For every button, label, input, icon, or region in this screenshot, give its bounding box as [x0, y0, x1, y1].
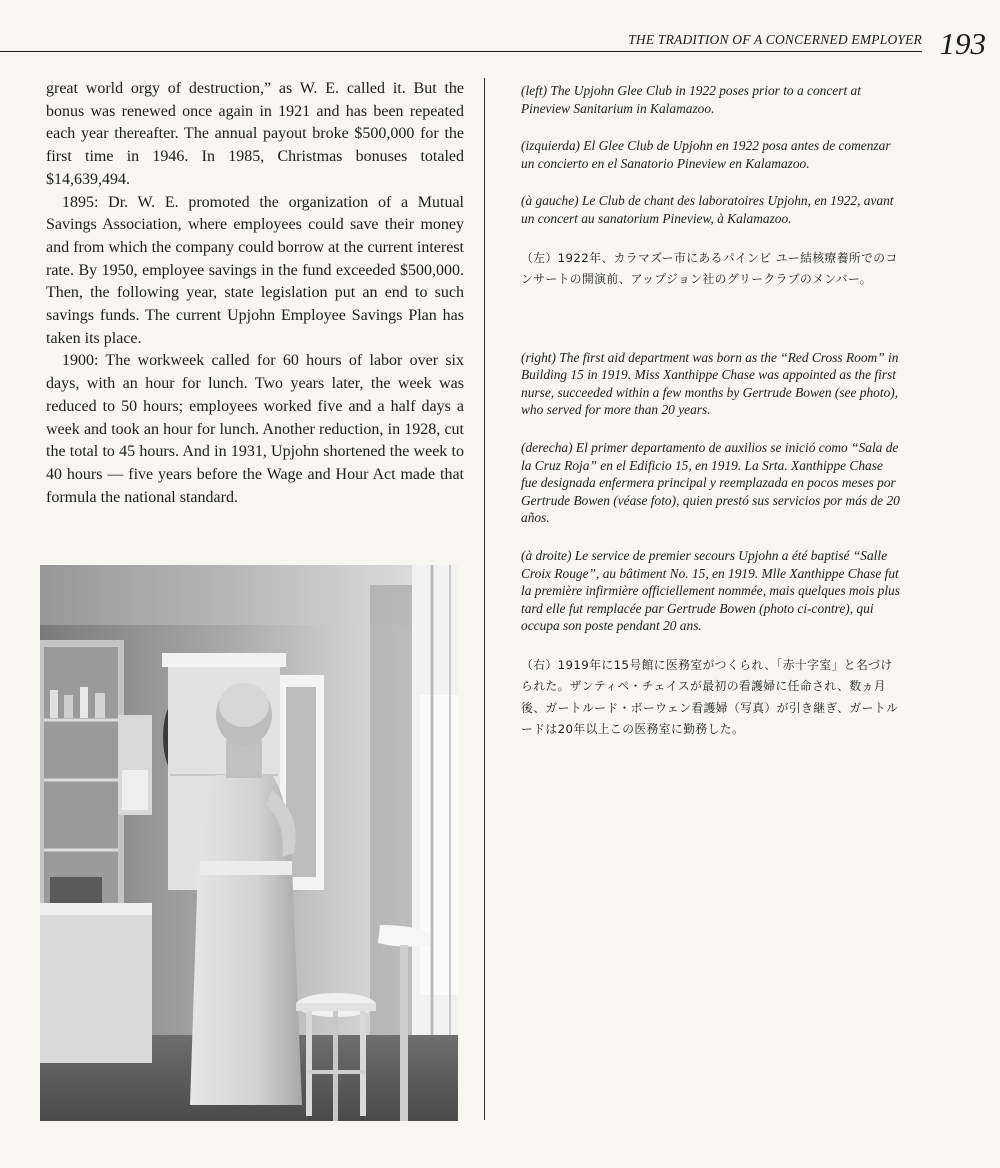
caption-left-fr: (à gauche) Le Club de chant des laboratoires Upjohn, en 1922, avant un concert au sanatorium Pineview, à Kalamazoo. [521, 193, 894, 226]
header-rule [0, 51, 922, 52]
caption-left-en: (left) The Upjohn Glee Club in 1922 poses prior to a concert at Pineview Sanitarium in Kalamazoo. [521, 83, 861, 116]
body-paragraph: great world orgy of destruction,” as W. E. called it. But the bonus was renewed once again in 1921 and has been repeated each year thereafter. The annual payout broke $500,000 for the first time in 1946. In 1985, Christmas bonuses totaled $14,639,494. [46, 80, 464, 188]
body-paragraph: 1900: The workweek called for 60 hours of labor over six days, with an hour for lunch. Two years later, the week was reduced to 50 hours; employees worked five and a half days a week and took an hour for lunch. Another reduction, in 1928, cut the total to 45 hours. And in 1931, Upjohn shortened the week to 40 hours — five years before the Wage and Hour Act made that formula the national standard. [46, 352, 464, 506]
body-paragraph: 1895: Dr. W. E. promoted the organization of a Mutual Savings Association, where employees could save their money and from which the company could borrow at the current interest rate. By 1950, employee savings in the fund exceeded $500,000. Then, the following year, state legislation put an end to such savings funds. The current Upjohn Employee Savings Plan has taken its place. [46, 193, 464, 347]
nurse-photo [40, 565, 458, 1121]
running-title: THE TRADITION OF A CONCERNED EMPLOYER [628, 32, 922, 47]
caption-right-es: (derecha) El primer departamento de auxilios se inició como “Sala de la Cruz Roja” en el Edificio 15, en 1919. La Srta. Xanthippe Chase fue designada enfermera principal y reemplazada en pocos meses por Gertrude Bowen (véase foto), quien prestó sus servicios por más de 20 años. [521, 439, 900, 526]
caption-right-en: (right) The first aid department was born as the “Red Cross Room” in Building 15 in 1919. Miss Xanthippe Chase was appointed as the first nurse, succeeded within a few months by Gertrude Bowen (see photo), who served for more than 20 years. [521, 349, 899, 418]
column-divider [484, 78, 485, 1120]
caption-left-es: (izquierda) El Glee Club de Upjohn en 1922 posa antes de comenzar un concierto en el Sanatorio Pineview en Kalamazoo. [521, 138, 891, 171]
page-number: 193 [939, 26, 986, 61]
body-text-column [46, 78, 464, 509]
caption-left-jp: （左）1922年、カラマズー市にあるパインビ ユー結核療養所でのコンサートの開演前、アップジョン社のグリークラブのメンバー。 [521, 250, 898, 287]
caption-column [521, 82, 901, 761]
caption-right-fr: (à droite) Le service de premier secours Upjohn a été baptisé “Salle Croix Rouge”, au bâtiment No. 15, en 1919. Mlle Xanthippe Chase fut la première infirmière officiellement nommée, mais quelques mois plus tard elle fut remplacée par Gertrude Bowen (photo ci-contre), qui occupa son poste pendant 20 ans. [521, 547, 900, 634]
caption-right-jp: （右）1919年に15号館に医務室がつくられ、「赤十字室」と名づけられた。ザンティペ・チェイスが最初の看護婦に任命され、数ヵ月後、ガートルード・ボーウェン看護婦（写真）が引き継ぎ、ガートルードは20年以上この医務室に勤務した。 [521, 657, 899, 737]
